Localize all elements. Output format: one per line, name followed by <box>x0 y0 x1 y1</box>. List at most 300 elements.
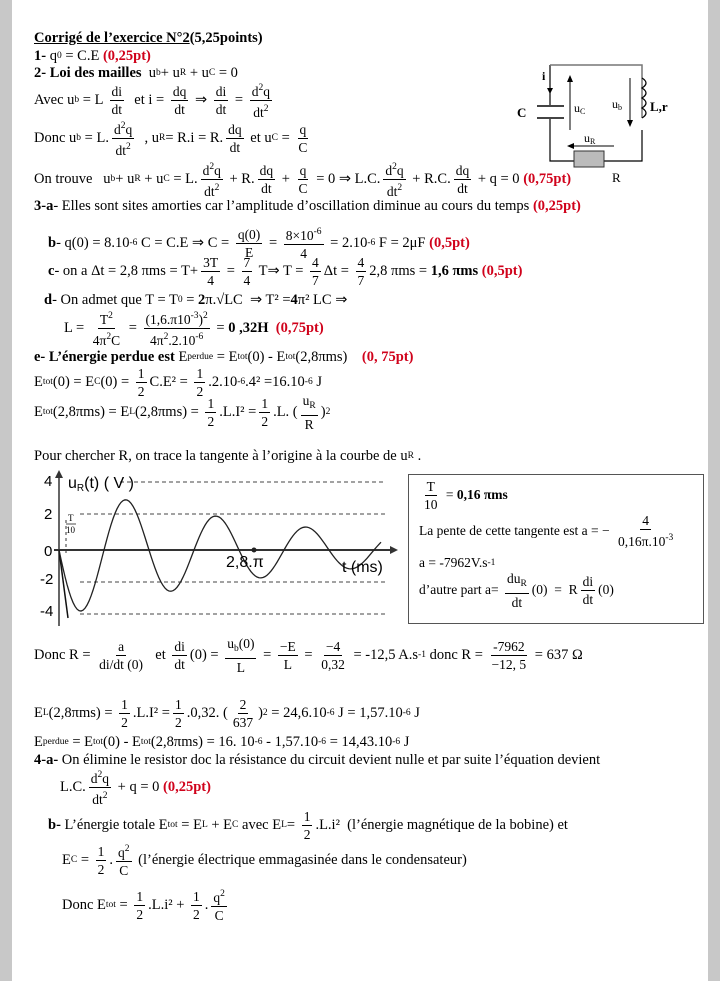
points-badge: (0,5pt) <box>429 234 470 251</box>
ur-graph <box>40 468 400 628</box>
fraction <box>296 121 309 156</box>
math-text: 2 <box>207 413 215 429</box>
text: - 1,57.10 <box>262 733 319 750</box>
text: d <box>251 83 259 99</box>
numerator <box>258 162 276 180</box>
title-text: Corrigé de l’exercice N°2 <box>34 29 190 46</box>
numerator <box>171 83 189 101</box>
math-text: 7 <box>312 272 319 288</box>
fraction <box>112 118 134 159</box>
math-text: -7962 <box>493 638 525 654</box>
superscript: -6 <box>129 238 138 248</box>
math-text: dq <box>259 162 274 178</box>
text: . <box>413 447 422 464</box>
text: q <box>125 121 133 137</box>
text: (0) <box>598 582 614 597</box>
text: π² LC ⇒ <box>297 291 348 308</box>
numerator <box>144 308 210 329</box>
superscript: -6 <box>367 238 376 248</box>
superscript: 2 <box>209 161 215 172</box>
subscript: C <box>70 855 78 865</box>
numerator <box>226 121 244 139</box>
math-text: 7 <box>357 272 365 288</box>
math-text: C <box>119 863 129 878</box>
math-text: dq <box>455 162 470 178</box>
text: = E <box>68 733 94 750</box>
math-text: L <box>283 656 292 672</box>
text: 4π <box>92 332 107 348</box>
numerator <box>201 159 223 180</box>
text: Donc R = <box>34 646 95 663</box>
resistance-calc <box>34 633 583 677</box>
superscript: 2 <box>392 161 397 172</box>
subscript: tot <box>140 737 151 747</box>
text: = <box>277 129 294 146</box>
math-text: C <box>298 180 308 196</box>
text: avec E <box>238 816 282 833</box>
text: a = -7962V.s <box>419 555 488 570</box>
superscript: -6 <box>195 331 204 342</box>
superscript: 2 <box>120 120 126 131</box>
marker-point <box>252 548 257 553</box>
math-text: 0,32 <box>321 656 345 672</box>
math-text: −4 <box>325 638 341 654</box>
math-text: dt <box>511 594 523 610</box>
math-text: 1 <box>174 696 182 712</box>
denominator <box>191 906 202 923</box>
text: (2,8πms) = 16. 10 <box>150 733 255 750</box>
text: - q(0) = 8.10 <box>56 234 130 251</box>
math-text: di <box>111 83 123 99</box>
text: .L. ( <box>273 403 298 420</box>
text: d <box>385 162 393 178</box>
subscript: tot <box>42 407 53 417</box>
math-text: 2 <box>121 714 128 730</box>
text: q <box>118 845 125 860</box>
text: dt <box>386 183 398 199</box>
denominator <box>510 594 525 611</box>
text: = <box>223 262 239 279</box>
math-text: 637 <box>232 714 254 730</box>
points-badge: (0,75pt) <box>275 319 324 336</box>
text: .4² =16.10 <box>245 373 305 390</box>
text: = 0 <box>215 64 238 81</box>
text: - Elles sont sites amorties car l’amplitude d’oscillation diminue au cours du temps <box>53 197 533 214</box>
math-text: −E <box>279 638 296 654</box>
math-text: dt <box>457 180 468 196</box>
text: q <box>49 47 57 64</box>
math-text: 1 <box>193 888 200 904</box>
resistor-icon <box>574 151 604 167</box>
bold-text: 2 <box>198 291 206 308</box>
math-text: 1 <box>207 395 215 411</box>
text: = <box>115 896 132 913</box>
math-text: dt <box>174 101 185 117</box>
text: (0) - E <box>247 348 286 365</box>
text: du <box>506 570 521 586</box>
text: J <box>312 373 322 390</box>
math-text: 4 <box>642 513 650 528</box>
numerator <box>116 841 132 862</box>
fraction <box>96 843 107 878</box>
fraction <box>356 254 367 289</box>
math-text: dq <box>228 121 242 137</box>
math-text: E <box>244 244 254 260</box>
text: q <box>214 162 221 178</box>
numerator <box>310 254 321 272</box>
text: E <box>34 373 43 390</box>
math-text: 2 <box>239 696 247 712</box>
superscript: -3 <box>190 310 199 321</box>
text: = <box>442 487 457 502</box>
math-text: R <box>304 416 314 432</box>
math-text: 2 <box>97 861 105 877</box>
numerator <box>173 696 184 714</box>
denominator <box>113 139 132 159</box>
document-page <box>12 0 708 981</box>
numerator <box>116 638 126 656</box>
subscript: C <box>271 133 278 143</box>
subscript: b <box>76 133 82 143</box>
text: Pour chercher R, on trace la tangente à l’origine à la courbe de u <box>34 447 408 464</box>
superscript: -6 <box>313 227 322 237</box>
text: + u <box>140 170 164 187</box>
fraction <box>97 638 145 673</box>
label-uc: uC <box>574 101 586 116</box>
subscript: b <box>156 68 161 78</box>
math-text: dt <box>229 139 241 155</box>
subscript: b <box>110 174 116 184</box>
text: d’autre part a= <box>419 582 502 597</box>
math-text: 4 <box>243 272 251 288</box>
bold-text: c <box>48 262 55 279</box>
text: L’énergie totale E <box>60 816 168 833</box>
superscript: -6 <box>237 377 246 387</box>
subscript: b <box>233 643 239 654</box>
text: et i = <box>127 91 168 108</box>
text: + u <box>160 64 180 81</box>
text: F = 2μF <box>375 234 430 251</box>
text: 2,8 πms = <box>369 262 431 279</box>
text: = C.E <box>61 47 103 64</box>
text: = E <box>213 348 238 365</box>
math-text: a <box>118 638 125 654</box>
bold-text: d <box>44 291 53 308</box>
numerator <box>214 83 229 101</box>
math-text: 2 <box>137 383 145 399</box>
text: E <box>62 851 71 868</box>
superscript: 2 <box>124 844 130 854</box>
superscript: -6 <box>402 708 411 718</box>
numerator <box>301 392 318 416</box>
superscript: 2 <box>325 407 331 417</box>
superscript: 2 <box>263 103 269 114</box>
math-text: 2 <box>303 826 311 842</box>
text: (1,6.π10 <box>145 311 191 327</box>
text: u <box>148 64 157 81</box>
denominator <box>490 656 529 673</box>
text: (0) = <box>189 646 223 663</box>
text: π.√LC ⇒ T² = <box>205 291 291 308</box>
text: = 2.10 <box>326 234 368 251</box>
tick-0: 0 <box>44 543 53 560</box>
math-text: dt <box>111 101 123 117</box>
subscript: C <box>94 377 101 387</box>
text: + u <box>186 64 209 81</box>
numerator <box>284 224 324 245</box>
superscript: 2 <box>106 331 112 342</box>
text: = -12,5 A.s <box>349 646 419 663</box>
text: ) <box>320 403 326 420</box>
text: = <box>286 816 299 833</box>
denominator <box>228 139 243 156</box>
denominator <box>134 906 145 923</box>
label-ur: uR <box>584 131 596 146</box>
subscript: perdue <box>187 352 214 362</box>
text: = L. <box>169 170 198 187</box>
fraction <box>490 638 529 673</box>
text: ) <box>198 311 204 327</box>
answer-2-line-2 <box>34 116 312 160</box>
subscript: 0 <box>177 295 183 305</box>
label-c: C <box>517 105 527 120</box>
text: - On admet que T = T <box>52 291 178 308</box>
math-text: C <box>298 139 308 155</box>
text: d <box>90 770 98 786</box>
numerator <box>278 638 298 656</box>
text: .L.i² (l’énergie magnétique de la bobine) et <box>315 816 568 833</box>
tick-minus-2: -2 <box>40 571 54 588</box>
text: .2.10 <box>168 332 196 348</box>
math-text: 4 <box>300 246 308 261</box>
fraction <box>259 395 270 430</box>
denominator <box>616 530 675 550</box>
superscript: -6 <box>304 377 313 387</box>
superscript: 2 <box>108 310 113 321</box>
text: q <box>396 162 404 178</box>
text: . <box>204 896 209 913</box>
label-i: i <box>542 69 546 83</box>
math-text: di <box>582 573 594 589</box>
subscript: tot <box>93 737 104 747</box>
points-badge: (0,25pt) <box>163 778 211 795</box>
text: On trouve u <box>34 170 111 187</box>
ur-curve <box>59 500 381 611</box>
text: 0,16π.10 <box>618 534 666 549</box>
tick-minus-4: -4 <box>40 603 54 620</box>
denominator <box>214 101 229 118</box>
numerator <box>136 365 147 383</box>
text: .L.I² = <box>219 403 257 420</box>
bold-text: b <box>48 234 57 251</box>
text: ⇒ <box>191 91 211 108</box>
text: + E <box>207 816 233 833</box>
text: .2.10 <box>208 373 238 390</box>
points-badge: (0,25pt) <box>532 197 581 214</box>
fraction <box>226 121 244 156</box>
text: .L.i² + <box>148 896 189 913</box>
denominator <box>205 413 216 430</box>
fraction <box>581 573 596 608</box>
math-text: 10 <box>424 496 438 512</box>
superscript: 2 <box>262 708 268 718</box>
points-badge: (0,5pt) <box>481 262 523 279</box>
superscript: -1 <box>487 558 496 568</box>
text: C = C.E ⇒ C = <box>137 234 233 251</box>
text: - on a Δt = 2,8 πms = T+ <box>54 262 199 279</box>
text: T⇒ T = <box>255 262 308 279</box>
tangent-calculation-box <box>408 474 704 624</box>
numerator <box>205 395 216 413</box>
numerator <box>383 159 405 180</box>
text: + q = 0 <box>114 778 164 795</box>
numerator <box>89 767 111 788</box>
text: (0) = E <box>52 373 95 390</box>
text: = L <box>79 91 107 108</box>
text: . <box>109 851 114 868</box>
math-text: 2 <box>193 906 200 922</box>
fraction <box>301 392 318 433</box>
fraction <box>191 888 202 923</box>
numerator <box>172 638 187 656</box>
answer-4b-ec <box>62 838 467 882</box>
math-text: 7 <box>243 254 251 270</box>
fraction <box>214 83 229 118</box>
numerator <box>110 83 125 101</box>
text: + R. <box>225 170 255 187</box>
text: = <box>77 851 93 868</box>
numerator <box>242 254 253 272</box>
text: E <box>34 704 43 721</box>
subscript: C <box>163 174 170 184</box>
text: et <box>148 646 170 663</box>
text: = <box>259 646 275 663</box>
text: T <box>99 311 109 327</box>
ub-arrow-icon <box>627 120 633 127</box>
text: = E <box>177 816 202 833</box>
math-text: 1 <box>196 365 204 381</box>
text: = <box>212 319 229 336</box>
text: .0,32. ( <box>186 704 228 721</box>
subscript: tot <box>105 900 116 910</box>
text: q <box>213 890 221 905</box>
numerator <box>98 308 115 329</box>
text: E <box>34 403 43 420</box>
math-text: 3T <box>203 254 219 270</box>
numerator <box>356 254 367 272</box>
math-text: 4 <box>357 254 365 270</box>
math-text: 1 <box>97 843 105 859</box>
text: Donc u <box>34 129 77 146</box>
label-ub: ub <box>612 97 622 112</box>
superscript: 2 <box>258 82 264 93</box>
subscript: C <box>232 820 239 830</box>
denominator <box>296 139 309 156</box>
text: = <box>300 646 317 663</box>
denominator <box>235 659 247 676</box>
math-text: 1 <box>137 365 145 381</box>
fraction <box>616 512 675 550</box>
bold-text: 0,16 πms <box>456 487 508 502</box>
math-text: 2 <box>196 383 204 399</box>
text: ) <box>258 704 263 721</box>
denominator <box>356 272 367 289</box>
fraction <box>319 638 347 673</box>
numerator <box>225 635 256 659</box>
text: = <box>182 291 199 308</box>
text: (l’énergie électrique emmagasinée dans le condensateur) <box>134 851 467 868</box>
text: C <box>111 332 121 348</box>
subscript: R <box>179 68 187 78</box>
superscript: -3 <box>665 533 674 543</box>
bold-text: 4-a- <box>34 751 59 768</box>
points-badge: (0,75pt) <box>523 170 572 187</box>
fraction <box>422 478 440 513</box>
fraction <box>134 888 145 923</box>
subscript: R <box>309 400 316 411</box>
marker-label: 2,8.π <box>226 554 264 571</box>
text: = 0 ⇒ L.C. <box>312 170 381 187</box>
superscript: -6 <box>318 737 327 747</box>
numerator <box>211 886 227 907</box>
text: d <box>202 162 210 178</box>
text: , u <box>137 129 159 146</box>
superscript: -6 <box>326 708 335 718</box>
x-axis-title: t (ms) <box>342 559 383 576</box>
tick-2: 2 <box>44 506 53 523</box>
text: (2,8πms) = <box>48 704 117 721</box>
superscript: 2 <box>97 769 103 780</box>
fraction <box>205 395 216 430</box>
text: (2,8πms) = E <box>52 403 130 420</box>
numerator <box>191 888 202 906</box>
fraction <box>171 83 189 118</box>
denominator <box>303 416 316 433</box>
numerator <box>250 80 272 101</box>
subscript: perdue <box>42 737 69 747</box>
text: = <box>125 319 141 336</box>
y-axis-arrow-icon <box>55 470 63 478</box>
superscript: 2 <box>163 331 169 342</box>
text: (0) <box>238 635 255 651</box>
text: q <box>263 83 270 99</box>
fraction <box>110 83 125 118</box>
math-text: dt <box>215 101 227 117</box>
label-r: R <box>612 170 621 185</box>
fraction <box>505 570 529 611</box>
subscript: C <box>208 68 216 78</box>
numerator <box>259 395 270 413</box>
text: (0) = R <box>531 582 578 597</box>
numerator <box>112 118 134 139</box>
numerator <box>324 638 342 656</box>
denominator <box>319 656 347 673</box>
text: = L. <box>81 129 109 146</box>
denominator <box>110 101 125 118</box>
numerator <box>238 696 249 714</box>
points-badge: (0,25pt) <box>102 47 151 64</box>
superscript: -6 <box>392 737 401 747</box>
superscript: 2 <box>214 182 220 193</box>
math-text: 2 <box>261 413 269 429</box>
fraction <box>89 767 111 808</box>
subscript: L <box>129 407 136 417</box>
math-text: T <box>426 478 435 494</box>
superscript: -6 <box>254 737 263 747</box>
text: = 24,6.10 <box>267 704 327 721</box>
text: dt <box>204 183 215 199</box>
bold-text: 2- Loi des mailles <box>34 64 149 81</box>
